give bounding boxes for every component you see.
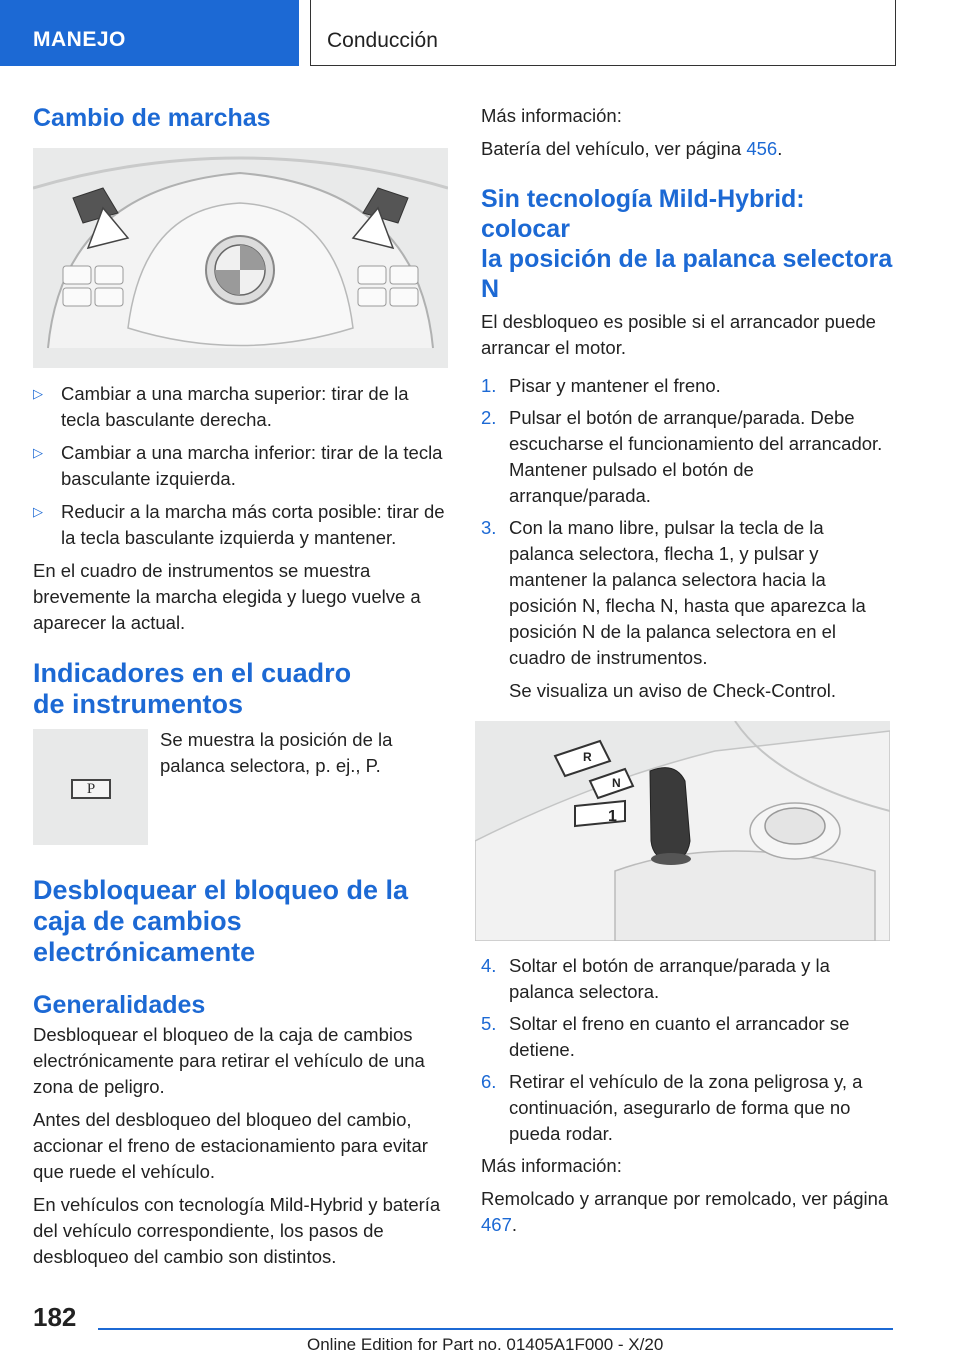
step-item: 2. Pulsar el botón de arranque/parada. Debe escucharse el funcionamiento del arrancador. Mantener pulsado el botón de arranque/parada.	[481, 407, 883, 506]
steering-wheel-image	[33, 148, 448, 368]
indicator-block	[33, 729, 448, 845]
paragraph: Antes del desbloqueo del bloqueo del cambio, accionar el freno de estacionamiento para evitar que ruede el vehículo.	[33, 1109, 428, 1182]
step-note: Se visualiza un aviso de Check-Control.	[509, 680, 836, 701]
step-item: 4. Soltar el botón de arranque/parada y la palanca selectora.	[481, 955, 830, 1002]
right-column	[481, 100, 893, 1238]
edition-text: Online Edition for Part no. 01405A1F000 - X/20	[307, 1335, 664, 1354]
heading-indicators: Indicadores en el cuadro de instrumentos	[33, 658, 352, 719]
intro-paragraph: El desbloqueo es posible si el arrancador puede arrancar el motor.	[481, 311, 876, 358]
footer-divider	[98, 1328, 893, 1330]
paragraph: En vehículos con tecnología Mild-Hybrid y batería del vehículo correspondiente, los pasos de desbloqueo del cambio son distintos.	[33, 1194, 441, 1267]
heading-unlock-transmission: Desbloquear el bloqueo de la caja de cambios electrónicamente	[33, 875, 409, 967]
callout-1-label: 1	[608, 808, 617, 825]
chapter-tab[interactable]	[310, 0, 896, 66]
page-link[interactable]: 467	[481, 1214, 512, 1235]
heading-general: Generalidades	[33, 991, 206, 1019]
page-header	[0, 0, 960, 66]
paragraph: Desbloquear el bloqueo de la caja de cambios electrónicamente para retirar el vehículo de una zona de peligro.	[33, 1024, 425, 1097]
tow-reference: Remolcado y arranque por remolcado, ver página 467.	[481, 1188, 889, 1235]
page-number: 182	[33, 1302, 77, 1332]
gear-selector-image	[475, 721, 890, 941]
heading-no-mild-hybrid: Sin tecnología Mild-Hybrid: colocar la posición de la palanca selectora N	[481, 185, 893, 303]
callout-r-label: R	[583, 750, 592, 764]
triangle-bullet-icon: ▷	[33, 386, 43, 401]
step-item: 1. Pisar y mantener el freno.	[481, 375, 721, 396]
left-column	[33, 100, 448, 1270]
section-tab[interactable]	[0, 0, 299, 66]
triangle-bullet-icon: ▷	[33, 504, 43, 519]
page-link[interactable]: 456	[746, 138, 778, 159]
section-label: MANEJO	[33, 28, 126, 51]
gear-indicator-image	[33, 729, 148, 845]
more-info-label: Más información:	[481, 1155, 622, 1176]
step-item: 3. Con la mano libre, pulsar la tecla de la palanca selectora, flecha 1, y pulsar y mantener la palanca selectora hacia la posición N, flecha N, hasta que aparezca la posición N de la palanca selectora en el cuadro de instrumentos.	[481, 517, 866, 668]
callout-n-label: N	[612, 776, 621, 790]
chapter-label: Conducción	[327, 29, 438, 52]
gear-display-paragraph: En el cuadro de instrumentos se muestra brevemente la marcha elegida y luego vuelve a aparecer la actual.	[33, 560, 421, 633]
park-symbol-icon: P	[71, 779, 111, 799]
bullet-item: ▷ Reducir a la marcha más corta posible: tirar de la tecla basculante izquierda y mantener.	[33, 501, 445, 548]
heading-gear-change: Cambio de marchas	[33, 104, 271, 132]
more-info-label: Más información:	[481, 105, 622, 126]
triangle-bullet-icon: ▷	[33, 445, 43, 460]
bullet-item: ▷ Cambiar a una marcha superior: tirar de la tecla basculante derecha.	[33, 383, 409, 430]
indicator-text: Se muestra la posición de la palanca selectora, p. ej., P.	[160, 729, 393, 776]
step-item: 6. Retirar el vehículo de la zona peligrosa y, a continuación, asegurarlo de forma que no pueda rodar.	[481, 1071, 863, 1144]
step-item: 5. Soltar el freno en cuanto el arrancador se detiene.	[481, 1013, 850, 1060]
bullet-item: ▷ Cambiar a una marcha inferior: tirar de la tecla basculante izquierda.	[33, 442, 443, 489]
battery-reference: Batería del vehículo, ver página 456.	[481, 138, 783, 159]
